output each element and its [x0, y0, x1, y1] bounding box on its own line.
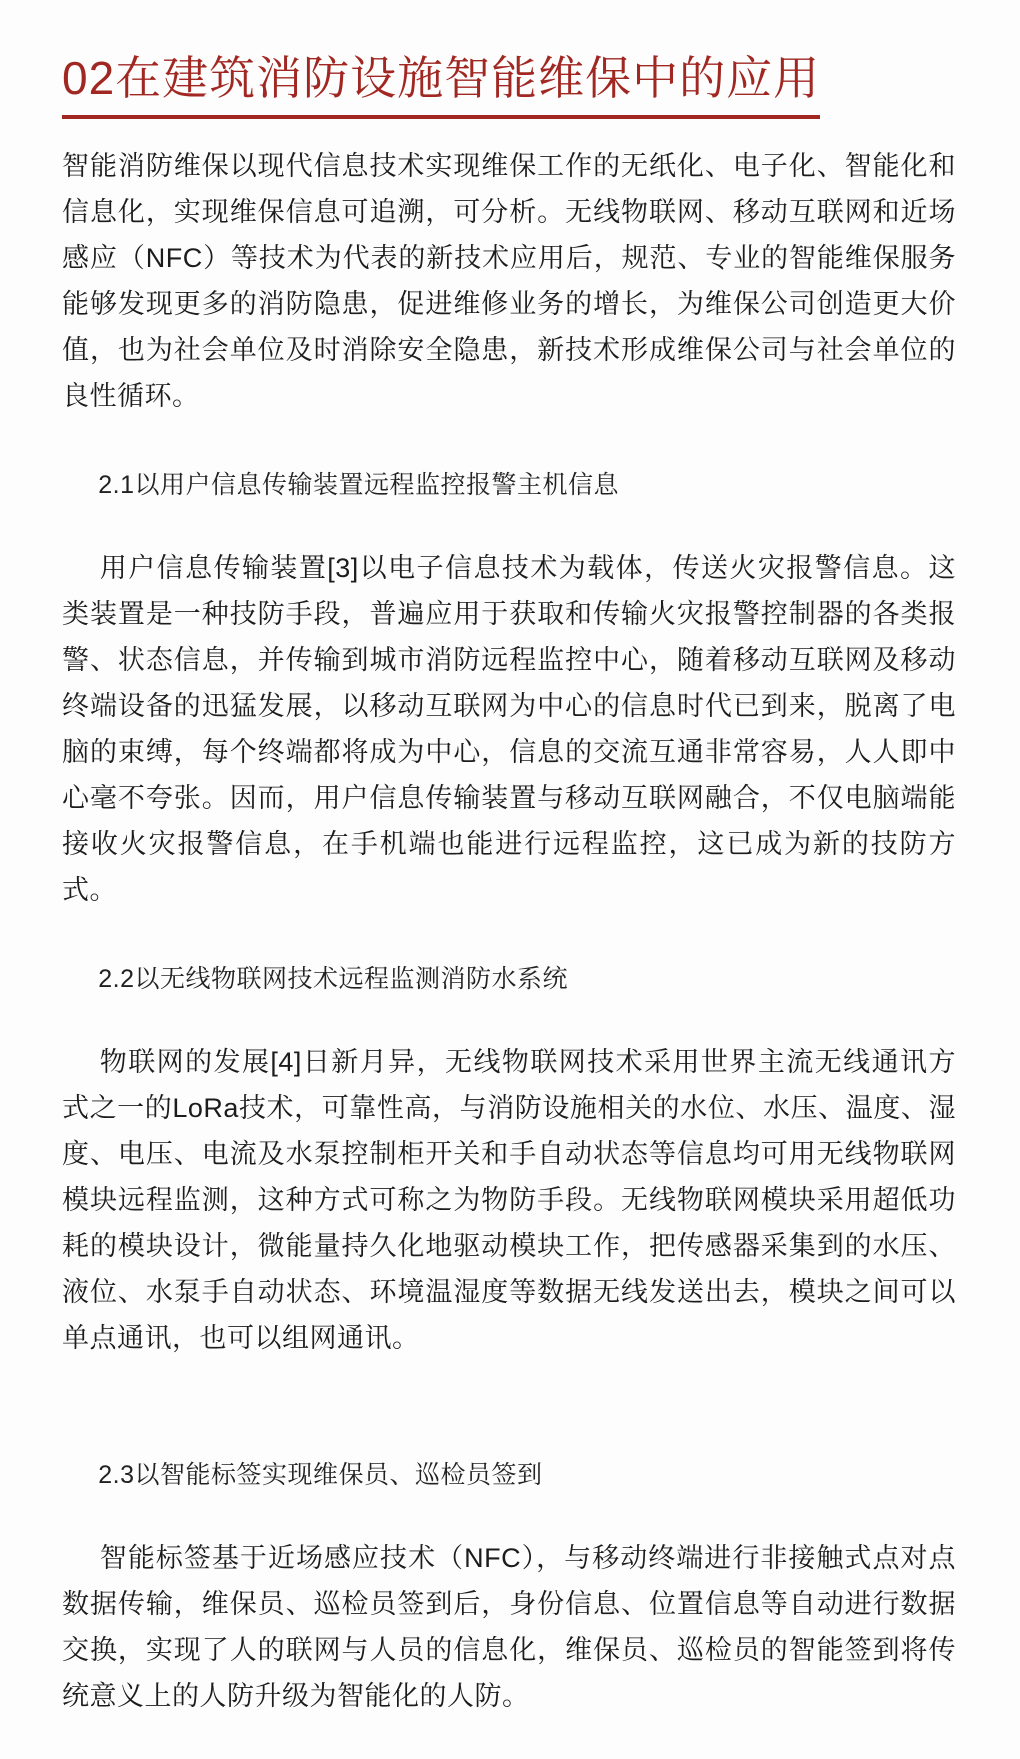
intro-paragraph: 智能消防维保以现代信息技术实现维保工作的无纸化、电子化、智能化和信息化，实现维保信息可追溯，可分析。无线物联网、移动互联网和近场感应（NFC）等技术为代表的新技术应用后，规范、专业的智能维保服务能够发现更多的消防隐患，促进维修业务的增长，为维保公司创造更大价值，也为社会单位及时消除安全隐患，新技术形成维保公司与社会单位的良性循环。 [62, 150, 956, 411]
section-paragraph-2-3: 智能标签基于近场感应技术（NFC），与移动终端进行非接触式点对点数据传输，维保员、巡检员签到后，身份信息、位置信息等自动进行数据交换，实现了人的联网与人员的信息化，维保员、巡检员的智能签到将传统意义上的人防升级为智能化的人防。 [62, 1542, 956, 1711]
page-title-text: 02在建筑消防设施智能维保中的应用 [62, 50, 820, 119]
section-heading-2-2: 2.2以无线物联网技术远程监测消防水系统 [98, 964, 569, 993]
section-paragraph-2-1: 用户信息传输装置[3]以电子信息技术为载体，传送火灾报警信息。这类装置是一种技防手段，普遍应用于获取和传输火灾报警控制器的各类报警、状态信息，并传输到城市消防远程监控中心，随着移动互联网及移动终端设备的迅猛发展，以移动互联网为中心的信息时代已到来，脱离了电脑的束缚，每个终端都将成为中心，信息的交流互通非常容易，人人即中心毫不夸张。因而，用户信息传输装置与移动互联网融合，不仅电脑端能接收火灾报警信息，在手机端也能进行远程监控，这已成为新的技防方式。 [62, 552, 956, 905]
section-paragraph-2-2: 物联网的发展[4]日新月异，无线物联网技术采用世界主流无线通讯方式之一的LoRa技术，可靠性高，与消防设施相关的水位、水压、温度、湿度、电压、电流及水泵控制柜开关和手自动状态等信息均可用无线物联网模块远程监测，这种方式可称之为物防手段。无线物联网模块采用超低功耗的模块设计，微能量持久化地驱动模块工作，把传感器采集到的水压、液位、水泵手自动状态、环境温湿度等数据无线发送出去，模块之间可以单点通讯，也可以组网通讯。 [62, 1046, 956, 1353]
page-title [62, 50, 956, 119]
section-heading-2-3: 2.3以智能标签实现维保员、巡检员签到 [98, 1460, 543, 1489]
section-heading-2-1: 2.1以用户信息传输装置远程监控报警主机信息 [98, 470, 620, 499]
